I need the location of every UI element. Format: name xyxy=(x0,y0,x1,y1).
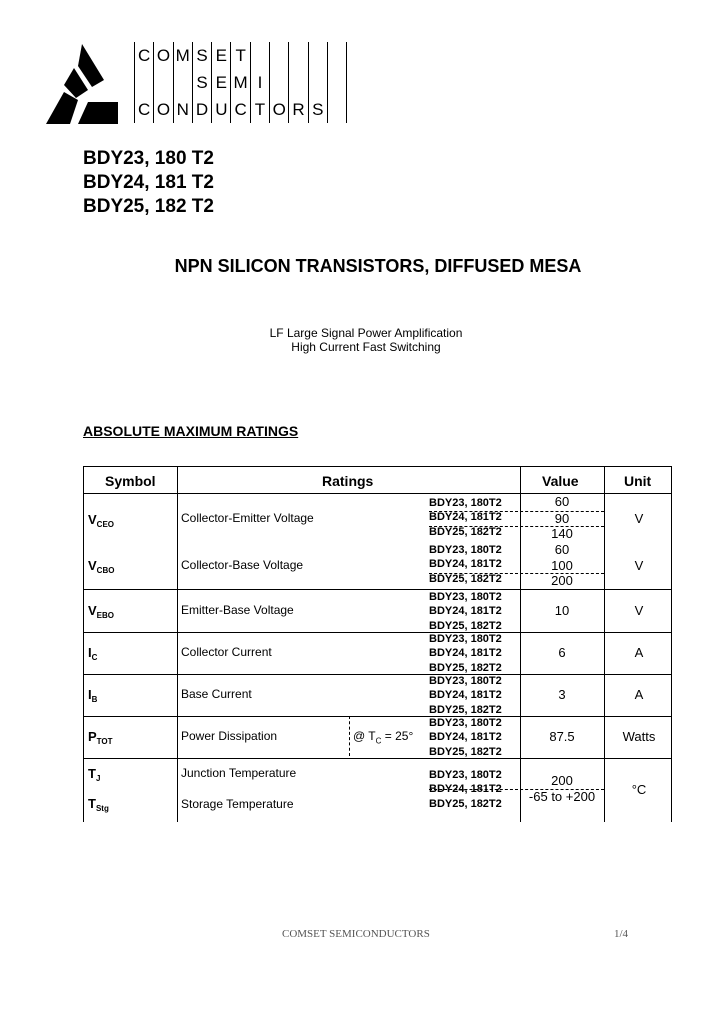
unit-cell: V xyxy=(634,603,644,618)
value-cell: 200 xyxy=(551,573,573,588)
rating-cell: Collector-Emitter Voltage xyxy=(181,511,314,525)
logo-letter: T xyxy=(250,96,269,123)
section-heading: ABSOLUTE MAXIMUM RATINGS xyxy=(83,423,299,439)
logo-letter: C xyxy=(134,96,153,123)
logo-letter xyxy=(308,69,327,96)
logo-letter: U xyxy=(211,96,230,123)
part-label-cell: BDY23, 180T2 BDY24, 181T2 BDY25, 182T2 xyxy=(429,675,502,716)
logo-letter: R xyxy=(288,96,307,123)
symbol-cell: $V_{CEO}$ xyxy=(88,512,115,529)
part-number-line: BDY23, 180 T2 xyxy=(83,148,214,169)
rating-cell: Collector Current xyxy=(181,645,272,659)
symbol-cell: $V_{EBO}$ xyxy=(88,603,115,620)
value-cell: 87.5 xyxy=(549,729,575,744)
rating-cell: Collector-Base Voltage xyxy=(181,558,304,572)
part-label-cell: BDY23, 180T2 BDY24, 181T2 BDY25, 182T2 xyxy=(429,544,502,585)
col-header-symbol: Symbol xyxy=(105,473,156,489)
unit-cell: Watts xyxy=(622,729,656,744)
subtitle-line: High Current Fast Switching xyxy=(291,340,441,354)
logo-letter xyxy=(288,69,307,96)
symbol-cell: $I_C$ xyxy=(88,645,98,662)
ratings-table xyxy=(83,466,673,822)
value-cell: 200 xyxy=(551,773,573,788)
value-cell: 60 xyxy=(554,542,570,557)
unit-cell: V xyxy=(634,558,644,573)
part-label-cell: BDY23, 180T2 BDY24, 181T2 BDY25, 182T2 xyxy=(429,769,502,810)
col-header-ratings: Ratings xyxy=(322,473,374,489)
document-title: NPN SILICON TRANSISTORS, DIFFUSED MESA xyxy=(174,256,582,276)
logo-letter: D xyxy=(192,96,211,123)
rating-cell: Emitter-Base Voltage xyxy=(181,603,294,617)
logo-letter xyxy=(269,69,288,96)
logo-letter xyxy=(308,42,327,69)
part-label-cell: BDY23, 180T2 BDY24, 181T2 BDY25, 182T2 xyxy=(429,497,502,538)
logo-row xyxy=(134,42,366,69)
logo-letter: S xyxy=(192,69,211,96)
logo-letter xyxy=(346,42,365,69)
logo-letter xyxy=(346,96,365,123)
value-cell: 6 xyxy=(558,645,566,660)
company-logo-wordmark xyxy=(134,42,366,123)
logo-row xyxy=(134,96,366,123)
logo-letter xyxy=(269,42,288,69)
logo-letter: N xyxy=(173,96,192,123)
logo-letter: O xyxy=(153,96,172,123)
logo-letter: M xyxy=(230,69,249,96)
rating-cell: Base Current xyxy=(181,687,252,701)
value-cell: 3 xyxy=(558,687,566,702)
symbol-cell: $V_{CBO}$ xyxy=(88,558,115,575)
col-header-value: Value xyxy=(542,473,579,489)
unit-cell: V xyxy=(634,511,644,526)
logo-letter: M xyxy=(173,42,192,69)
rating-cell: Junction Temperature xyxy=(181,766,297,780)
subtitle-line: LF Large Signal Power Amplification xyxy=(269,326,463,340)
value-cell: 90 xyxy=(554,511,570,526)
logo-letter: C xyxy=(230,96,249,123)
logo-letter xyxy=(327,42,346,69)
part-label-cell: BDY23, 180T2 BDY24, 181T2 BDY25, 182T2 xyxy=(429,717,502,758)
value-cell: 140 xyxy=(551,526,573,541)
value-cell: 100 xyxy=(551,558,573,573)
logo-letter xyxy=(153,69,172,96)
page-number: 1/4 xyxy=(614,928,629,940)
logo-letter: E xyxy=(211,69,230,96)
symbol-cell: $T_J$ xyxy=(88,766,101,783)
value-cell: 60 xyxy=(554,494,570,509)
logo-letter xyxy=(173,69,192,96)
part-label-cell: BDY23, 180T2 BDY24, 181T2 BDY25, 182T2 xyxy=(429,633,502,674)
col-header-unit: Unit xyxy=(624,473,652,489)
footer-company: COMSET SEMICONDUCTORS xyxy=(282,928,430,940)
part-number-line: BDY25, 182 T2 xyxy=(83,196,214,217)
logo-letter: I xyxy=(250,69,269,96)
logo-letter: T xyxy=(230,42,249,69)
logo-letter: E xyxy=(211,42,230,69)
unit-cell: A xyxy=(634,645,644,660)
logo-letter xyxy=(327,96,346,123)
unit-cell: A xyxy=(634,687,644,702)
rating-cell: Storage Temperature xyxy=(181,797,294,811)
logo-letter xyxy=(134,69,153,96)
logo-letter: O xyxy=(269,96,288,123)
symbol-cell: $T_{Stg}$ xyxy=(88,796,109,813)
symbol-cell: $I_B$ xyxy=(88,687,98,704)
condition-cell: @ $T_C = 25^\circ$ xyxy=(353,729,414,746)
logo-letter: S xyxy=(192,42,211,69)
logo-letter xyxy=(288,42,307,69)
symbol-cell: $P_{TOT}$ xyxy=(88,729,113,746)
logo-row xyxy=(134,69,366,96)
logo-letter xyxy=(346,69,365,96)
unit-cell: °C xyxy=(631,782,647,797)
value-cell: -65 to +200 xyxy=(528,789,596,804)
logo-letter: C xyxy=(134,42,153,69)
document-subtitle xyxy=(0,326,720,354)
rating-cell: Power Dissipation xyxy=(181,729,278,743)
company-logo-icon xyxy=(44,40,120,124)
logo-letter xyxy=(327,69,346,96)
part-number-line: BDY24, 181 T2 xyxy=(83,172,214,193)
logo-letter xyxy=(250,42,269,69)
value-cell: 10 xyxy=(554,603,570,618)
logo-letter: O xyxy=(153,42,172,69)
part-numbers xyxy=(83,147,214,219)
logo-letter: S xyxy=(308,96,327,123)
part-label-cell: BDY23, 180T2 BDY24, 181T2 BDY25, 182T2 xyxy=(429,591,502,632)
